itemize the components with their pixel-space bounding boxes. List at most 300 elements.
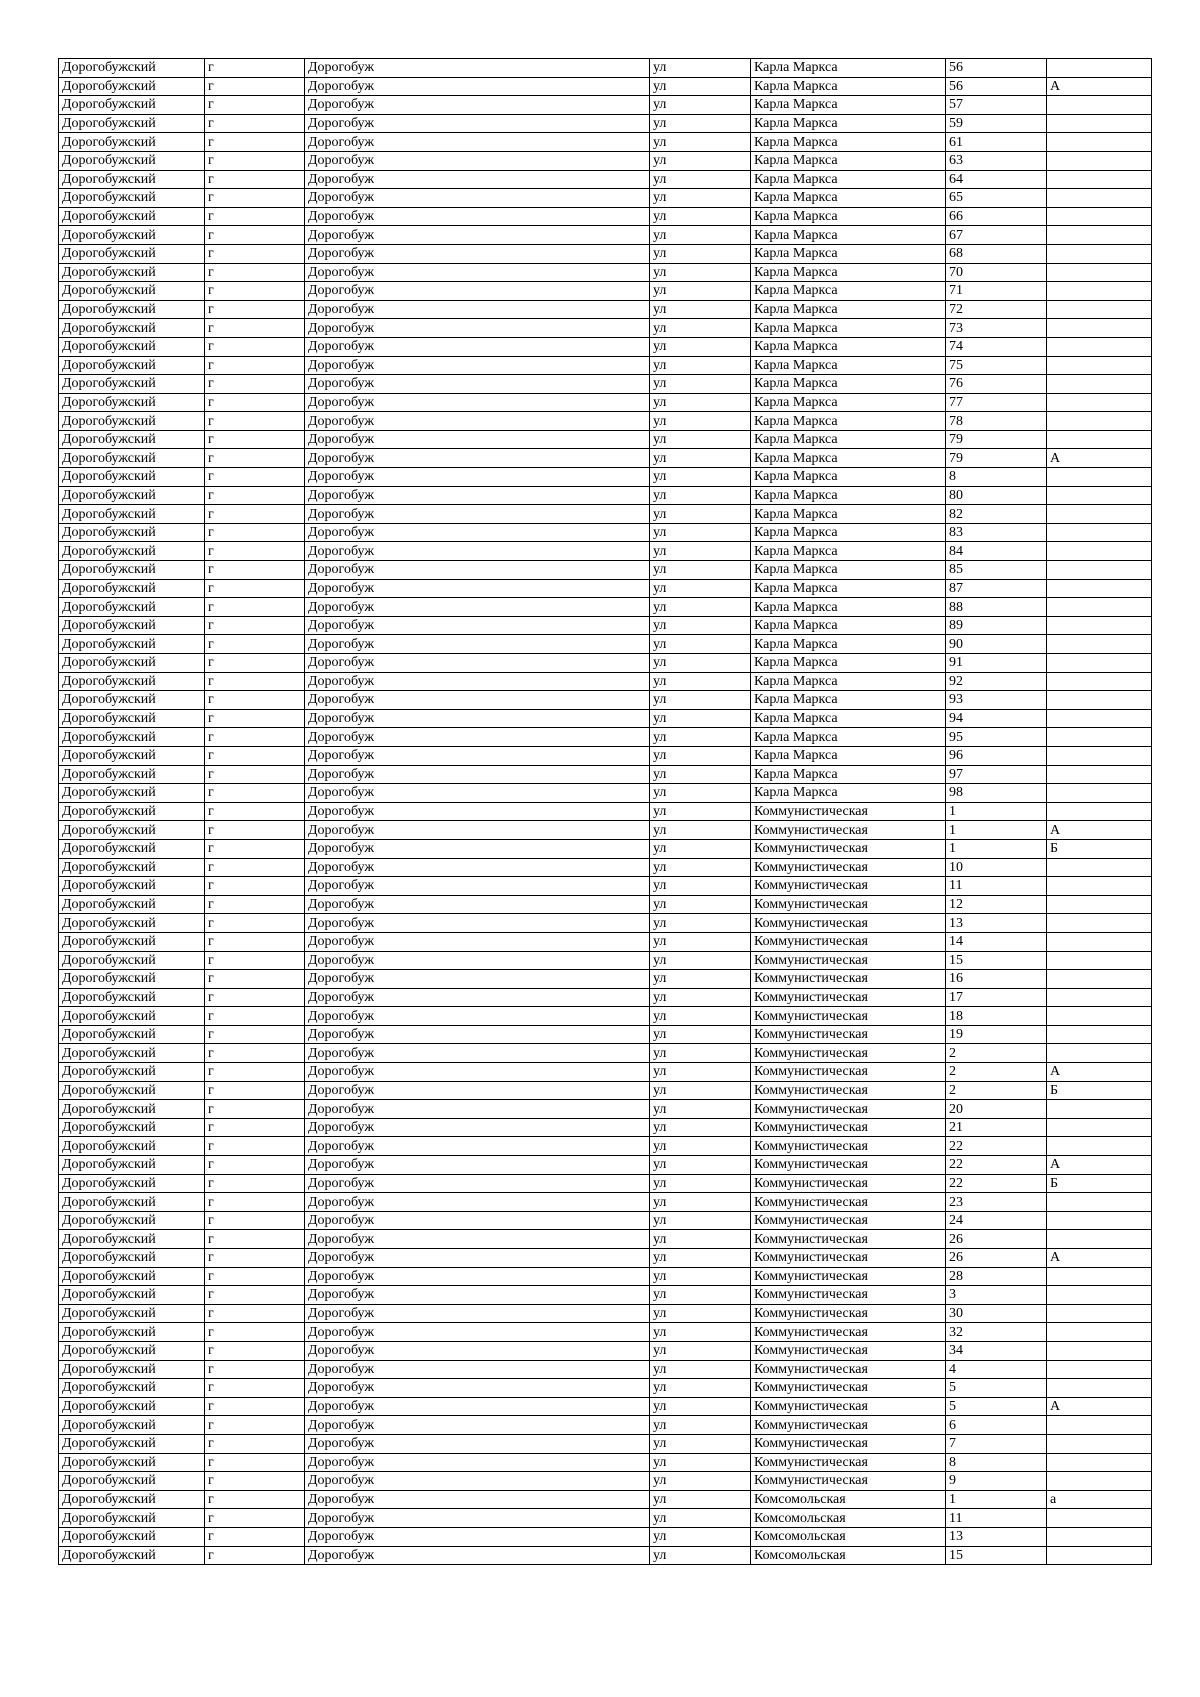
locality-cell: Дорогобуж	[305, 412, 650, 431]
street-type-cell: ул	[650, 616, 751, 635]
building-letter-cell	[1047, 858, 1152, 877]
street-cell: Коммунистическая	[751, 1044, 946, 1063]
building-letter-cell	[1047, 914, 1152, 933]
street-cell: Коммунистическая	[751, 1156, 946, 1175]
locality-cell: Дорогобуж	[305, 226, 650, 245]
locality-cell: Дорогобуж	[305, 1193, 650, 1212]
district-cell: Дорогобужский	[59, 1211, 205, 1230]
building-letter-cell	[1047, 96, 1152, 115]
table-row	[59, 375, 1152, 394]
street-type-cell: ул	[650, 244, 751, 263]
locality-type-cell: г	[205, 1397, 305, 1416]
house-number-cell: 13	[946, 914, 1047, 933]
table-row	[59, 1434, 1152, 1453]
building-letter-cell	[1047, 765, 1152, 784]
district-cell: Дорогобужский	[59, 914, 205, 933]
building-letter-cell	[1047, 746, 1152, 765]
house-number-cell: 76	[946, 375, 1047, 394]
district-cell: Дорогобужский	[59, 635, 205, 654]
street-cell: Коммунистическая	[751, 932, 946, 951]
street-type-cell: ул	[650, 746, 751, 765]
locality-type-cell: г	[205, 542, 305, 561]
locality-cell: Дорогобуж	[305, 839, 650, 858]
building-letter-cell	[1047, 523, 1152, 542]
district-cell: Дорогобужский	[59, 877, 205, 896]
street-cell: Коммунистическая	[751, 951, 946, 970]
street-cell: Коммунистическая	[751, 1118, 946, 1137]
locality-type-cell: г	[205, 895, 305, 914]
street-cell: Карла Маркса	[751, 263, 946, 282]
building-letter-cell	[1047, 616, 1152, 635]
building-letter-cell: А	[1047, 821, 1152, 840]
table-row	[59, 1137, 1152, 1156]
house-number-cell: 23	[946, 1193, 1047, 1212]
district-cell: Дорогобужский	[59, 802, 205, 821]
locality-type-cell: г	[205, 263, 305, 282]
locality-cell: Дорогобуж	[305, 746, 650, 765]
street-cell: Карла Маркса	[751, 523, 946, 542]
locality-cell: Дорогобуж	[305, 542, 650, 561]
locality-type-cell: г	[205, 1174, 305, 1193]
locality-type-cell: г	[205, 226, 305, 245]
district-cell: Дорогобужский	[59, 393, 205, 412]
street-type-cell: ул	[650, 282, 751, 301]
district-cell: Дорогобужский	[59, 616, 205, 635]
street-cell: Комсомольская	[751, 1527, 946, 1546]
locality-cell: Дорогобуж	[305, 356, 650, 375]
district-cell: Дорогобужский	[59, 858, 205, 877]
street-cell: Коммунистическая	[751, 1434, 946, 1453]
house-number-cell: 24	[946, 1211, 1047, 1230]
district-cell: Дорогобужский	[59, 895, 205, 914]
street-type-cell: ул	[650, 523, 751, 542]
house-number-cell: 73	[946, 319, 1047, 338]
locality-type-cell: г	[205, 356, 305, 375]
locality-cell: Дорогобуж	[305, 1174, 650, 1193]
table-row	[59, 1211, 1152, 1230]
district-cell: Дорогобужский	[59, 672, 205, 691]
building-letter-cell	[1047, 1286, 1152, 1305]
house-number-cell: 65	[946, 189, 1047, 208]
street-type-cell: ул	[650, 1044, 751, 1063]
street-cell: Коммунистическая	[751, 1007, 946, 1026]
building-letter-cell	[1047, 468, 1152, 487]
street-cell: Коммунистическая	[751, 1379, 946, 1398]
house-number-cell: 92	[946, 672, 1047, 691]
district-cell: Дорогобужский	[59, 1453, 205, 1472]
street-cell: Коммунистическая	[751, 970, 946, 989]
district-cell: Дорогобужский	[59, 542, 205, 561]
street-type-cell: ул	[650, 412, 751, 431]
district-cell: Дорогобужский	[59, 1416, 205, 1435]
street-type-cell: ул	[650, 1267, 751, 1286]
locality-cell: Дорогобуж	[305, 151, 650, 170]
district-cell: Дорогобужский	[59, 59, 205, 78]
street-type-cell: ул	[650, 1360, 751, 1379]
building-letter-cell	[1047, 1360, 1152, 1379]
table-row	[59, 988, 1152, 1007]
table-row	[59, 1007, 1152, 1026]
street-type-cell: ул	[650, 1453, 751, 1472]
locality-type-cell: г	[205, 988, 305, 1007]
locality-type-cell: г	[205, 728, 305, 747]
street-type-cell: ул	[650, 877, 751, 896]
address-table	[58, 58, 1152, 1565]
street-type-cell: ул	[650, 1230, 751, 1249]
locality-type-cell: г	[205, 523, 305, 542]
street-type-cell: ул	[650, 839, 751, 858]
street-type-cell: ул	[650, 59, 751, 78]
table-row	[59, 412, 1152, 431]
building-letter-cell	[1047, 375, 1152, 394]
district-cell: Дорогобужский	[59, 579, 205, 598]
house-number-cell: 14	[946, 932, 1047, 951]
locality-type-cell: г	[205, 449, 305, 468]
building-letter-cell	[1047, 1472, 1152, 1491]
locality-cell: Дорогобуж	[305, 468, 650, 487]
street-type-cell: ул	[650, 802, 751, 821]
locality-cell: Дорогобуж	[305, 1527, 650, 1546]
table-row	[59, 821, 1152, 840]
locality-type-cell: г	[205, 170, 305, 189]
locality-cell: Дорогобуж	[305, 635, 650, 654]
house-number-cell: 83	[946, 523, 1047, 542]
district-cell: Дорогобужский	[59, 430, 205, 449]
locality-cell: Дорогобуж	[305, 1007, 650, 1026]
building-letter-cell	[1047, 1416, 1152, 1435]
locality-type-cell: г	[205, 1230, 305, 1249]
table-row	[59, 1546, 1152, 1565]
street-cell: Карла Маркса	[751, 207, 946, 226]
building-letter-cell	[1047, 1509, 1152, 1528]
street-type-cell: ул	[650, 1193, 751, 1212]
locality-type-cell: г	[205, 133, 305, 152]
locality-type-cell: г	[205, 300, 305, 319]
locality-type-cell: г	[205, 1286, 305, 1305]
locality-cell: Дорогобуж	[305, 319, 650, 338]
building-letter-cell	[1047, 393, 1152, 412]
street-type-cell: ул	[650, 728, 751, 747]
street-cell: Карла Маркса	[751, 170, 946, 189]
street-cell: Коммунистическая	[751, 1472, 946, 1491]
table-row	[59, 1118, 1152, 1137]
building-letter-cell	[1047, 282, 1152, 301]
building-letter-cell	[1047, 579, 1152, 598]
building-letter-cell: А	[1047, 449, 1152, 468]
table-row	[59, 1286, 1152, 1305]
table-row	[59, 59, 1152, 78]
building-letter-cell	[1047, 654, 1152, 673]
locality-cell: Дорогобуж	[305, 282, 650, 301]
house-number-cell: 64	[946, 170, 1047, 189]
building-letter-cell	[1047, 189, 1152, 208]
table-row	[59, 616, 1152, 635]
house-number-cell: 82	[946, 505, 1047, 524]
street-cell: Карла Маркса	[751, 59, 946, 78]
street-cell: Карла Маркса	[751, 356, 946, 375]
building-letter-cell	[1047, 1267, 1152, 1286]
house-number-cell: 2	[946, 1063, 1047, 1082]
building-letter-cell	[1047, 1193, 1152, 1212]
table-row	[59, 226, 1152, 245]
locality-type-cell: г	[205, 59, 305, 78]
house-number-cell: 22	[946, 1174, 1047, 1193]
building-letter-cell	[1047, 635, 1152, 654]
street-cell: Карла Маркса	[751, 151, 946, 170]
house-number-cell: 79	[946, 449, 1047, 468]
street-cell: Коммунистическая	[751, 914, 946, 933]
table-row	[59, 895, 1152, 914]
street-type-cell: ул	[650, 1416, 751, 1435]
house-number-cell: 74	[946, 337, 1047, 356]
street-cell: Карла Маркса	[751, 77, 946, 96]
table-row	[59, 170, 1152, 189]
street-cell: Коммунистическая	[751, 1453, 946, 1472]
table-row	[59, 1044, 1152, 1063]
building-letter-cell	[1047, 151, 1152, 170]
street-type-cell: ул	[650, 561, 751, 580]
table-row	[59, 877, 1152, 896]
table-row	[59, 951, 1152, 970]
street-type-cell: ул	[650, 970, 751, 989]
house-number-cell: 80	[946, 486, 1047, 505]
house-number-cell: 8	[946, 468, 1047, 487]
street-type-cell: ул	[650, 319, 751, 338]
building-letter-cell	[1047, 1025, 1152, 1044]
house-number-cell: 71	[946, 282, 1047, 301]
building-letter-cell	[1047, 244, 1152, 263]
street-type-cell: ул	[650, 486, 751, 505]
table-row	[59, 133, 1152, 152]
locality-cell: Дорогобуж	[305, 1156, 650, 1175]
table-row	[59, 319, 1152, 338]
locality-type-cell: г	[205, 1044, 305, 1063]
district-cell: Дорогобужский	[59, 654, 205, 673]
building-letter-cell	[1047, 802, 1152, 821]
locality-cell: Дорогобуж	[305, 505, 650, 524]
table-row	[59, 1249, 1152, 1268]
street-cell: Карла Маркса	[751, 375, 946, 394]
street-type-cell: ул	[650, 1137, 751, 1156]
district-cell: Дорогобужский	[59, 170, 205, 189]
street-type-cell: ул	[650, 542, 751, 561]
house-number-cell: 13	[946, 1527, 1047, 1546]
building-letter-cell	[1047, 988, 1152, 1007]
street-type-cell: ул	[650, 1490, 751, 1509]
table-row	[59, 263, 1152, 282]
locality-type-cell: г	[205, 189, 305, 208]
street-type-cell: ул	[650, 1379, 751, 1398]
house-number-cell: 28	[946, 1267, 1047, 1286]
locality-cell: Дорогобуж	[305, 970, 650, 989]
street-cell: Карла Маркса	[751, 561, 946, 580]
locality-type-cell: г	[205, 1211, 305, 1230]
street-type-cell: ул	[650, 1472, 751, 1491]
locality-type-cell: г	[205, 654, 305, 673]
table-row	[59, 1304, 1152, 1323]
building-letter-cell	[1047, 59, 1152, 78]
locality-cell: Дорогобуж	[305, 1509, 650, 1528]
district-cell: Дорогобужский	[59, 1007, 205, 1026]
locality-cell: Дорогобуж	[305, 337, 650, 356]
locality-cell: Дорогобуж	[305, 1434, 650, 1453]
locality-cell: Дорогобуж	[305, 1211, 650, 1230]
building-letter-cell	[1047, 356, 1152, 375]
locality-cell: Дорогобуж	[305, 821, 650, 840]
street-cell: Карла Маркса	[751, 114, 946, 133]
table-row	[59, 635, 1152, 654]
street-type-cell: ул	[650, 1397, 751, 1416]
locality-type-cell: г	[205, 1416, 305, 1435]
street-cell: Коммунистическая	[751, 1323, 946, 1342]
locality-type-cell: г	[205, 1063, 305, 1082]
street-type-cell: ул	[650, 430, 751, 449]
locality-type-cell: г	[205, 635, 305, 654]
district-cell: Дорогобужский	[59, 1118, 205, 1137]
street-type-cell: ул	[650, 1323, 751, 1342]
building-letter-cell	[1047, 505, 1152, 524]
street-type-cell: ул	[650, 151, 751, 170]
house-number-cell: 96	[946, 746, 1047, 765]
district-cell: Дорогобужский	[59, 486, 205, 505]
building-letter-cell	[1047, 1211, 1152, 1230]
building-letter-cell	[1047, 319, 1152, 338]
building-letter-cell	[1047, 114, 1152, 133]
locality-cell: Дорогобуж	[305, 1304, 650, 1323]
house-number-cell: 97	[946, 765, 1047, 784]
table-row	[59, 1100, 1152, 1119]
district-cell: Дорогобужский	[59, 970, 205, 989]
district-cell: Дорогобужский	[59, 1025, 205, 1044]
district-cell: Дорогобужский	[59, 1323, 205, 1342]
district-cell: Дорогобужский	[59, 728, 205, 747]
table-row	[59, 1341, 1152, 1360]
locality-cell: Дорогобуж	[305, 1025, 650, 1044]
building-letter-cell	[1047, 226, 1152, 245]
district-cell: Дорогобужский	[59, 784, 205, 803]
house-number-cell: 91	[946, 654, 1047, 673]
street-cell: Карла Маркса	[751, 282, 946, 301]
table-row	[59, 1267, 1152, 1286]
street-type-cell: ул	[650, 1341, 751, 1360]
locality-type-cell: г	[205, 1527, 305, 1546]
building-letter-cell	[1047, 430, 1152, 449]
table-row	[59, 654, 1152, 673]
street-cell: Карла Маркса	[751, 189, 946, 208]
locality-cell: Дорогобуж	[305, 654, 650, 673]
district-cell: Дорогобужский	[59, 468, 205, 487]
table-row	[59, 486, 1152, 505]
street-cell: Коммунистическая	[751, 1100, 946, 1119]
building-letter-cell	[1047, 170, 1152, 189]
street-cell: Коммунистическая	[751, 1230, 946, 1249]
street-type-cell: ул	[650, 1286, 751, 1305]
locality-type-cell: г	[205, 1546, 305, 1565]
street-type-cell: ул	[650, 77, 751, 96]
street-cell: Комсомольская	[751, 1509, 946, 1528]
district-cell: Дорогобужский	[59, 1397, 205, 1416]
building-letter-cell	[1047, 728, 1152, 747]
district-cell: Дорогобужский	[59, 114, 205, 133]
house-number-cell: 6	[946, 1416, 1047, 1435]
street-type-cell: ул	[650, 1304, 751, 1323]
table-row	[59, 523, 1152, 542]
street-type-cell: ул	[650, 1249, 751, 1268]
street-cell: Карла Маркса	[751, 430, 946, 449]
street-type-cell: ул	[650, 1081, 751, 1100]
building-letter-cell	[1047, 1527, 1152, 1546]
street-type-cell: ул	[650, 207, 751, 226]
street-type-cell: ул	[650, 226, 751, 245]
street-cell: Коммунистическая	[751, 1341, 946, 1360]
house-number-cell: 56	[946, 59, 1047, 78]
locality-type-cell: г	[205, 337, 305, 356]
district-cell: Дорогобужский	[59, 1174, 205, 1193]
house-number-cell: 66	[946, 207, 1047, 226]
street-type-cell: ул	[650, 1434, 751, 1453]
locality-type-cell: г	[205, 932, 305, 951]
street-type-cell: ул	[650, 932, 751, 951]
house-number-cell: 11	[946, 1509, 1047, 1528]
street-type-cell: ул	[650, 1174, 751, 1193]
house-number-cell: 32	[946, 1323, 1047, 1342]
house-number-cell: 75	[946, 356, 1047, 375]
district-cell: Дорогобужский	[59, 1267, 205, 1286]
locality-type-cell: г	[205, 1453, 305, 1472]
table-row	[59, 1509, 1152, 1528]
table-row	[59, 839, 1152, 858]
street-type-cell: ул	[650, 505, 751, 524]
street-cell: Карла Маркса	[751, 672, 946, 691]
district-cell: Дорогобужский	[59, 746, 205, 765]
street-type-cell: ул	[650, 914, 751, 933]
street-type-cell: ул	[650, 1509, 751, 1528]
locality-type-cell: г	[205, 468, 305, 487]
table-row	[59, 189, 1152, 208]
district-cell: Дорогобужский	[59, 932, 205, 951]
house-number-cell: 2	[946, 1081, 1047, 1100]
locality-cell: Дорогобуж	[305, 951, 650, 970]
locality-cell: Дорогобуж	[305, 691, 650, 710]
district-cell: Дорогобужский	[59, 151, 205, 170]
street-cell: Коммунистическая	[751, 1286, 946, 1305]
locality-type-cell: г	[205, 1081, 305, 1100]
district-cell: Дорогобужский	[59, 356, 205, 375]
building-letter-cell	[1047, 1100, 1152, 1119]
district-cell: Дорогобужский	[59, 1490, 205, 1509]
locality-type-cell: г	[205, 802, 305, 821]
locality-type-cell: г	[205, 486, 305, 505]
street-cell: Карла Маркса	[751, 654, 946, 673]
street-type-cell: ул	[650, 1007, 751, 1026]
street-cell: Коммунистическая	[751, 1025, 946, 1044]
district-cell: Дорогобужский	[59, 1137, 205, 1156]
street-cell: Карла Маркса	[751, 337, 946, 356]
locality-cell: Дорогобуж	[305, 598, 650, 617]
table-row	[59, 1323, 1152, 1342]
building-letter-cell	[1047, 691, 1152, 710]
street-cell: Коммунистическая	[751, 802, 946, 821]
building-letter-cell: А	[1047, 1397, 1152, 1416]
house-number-cell: 19	[946, 1025, 1047, 1044]
district-cell: Дорогобужский	[59, 821, 205, 840]
district-cell: Дорогобужский	[59, 1379, 205, 1398]
building-letter-cell	[1047, 709, 1152, 728]
locality-cell: Дорогобуж	[305, 449, 650, 468]
locality-type-cell: г	[205, 746, 305, 765]
building-letter-cell	[1047, 337, 1152, 356]
street-cell: Карла Маркса	[751, 505, 946, 524]
